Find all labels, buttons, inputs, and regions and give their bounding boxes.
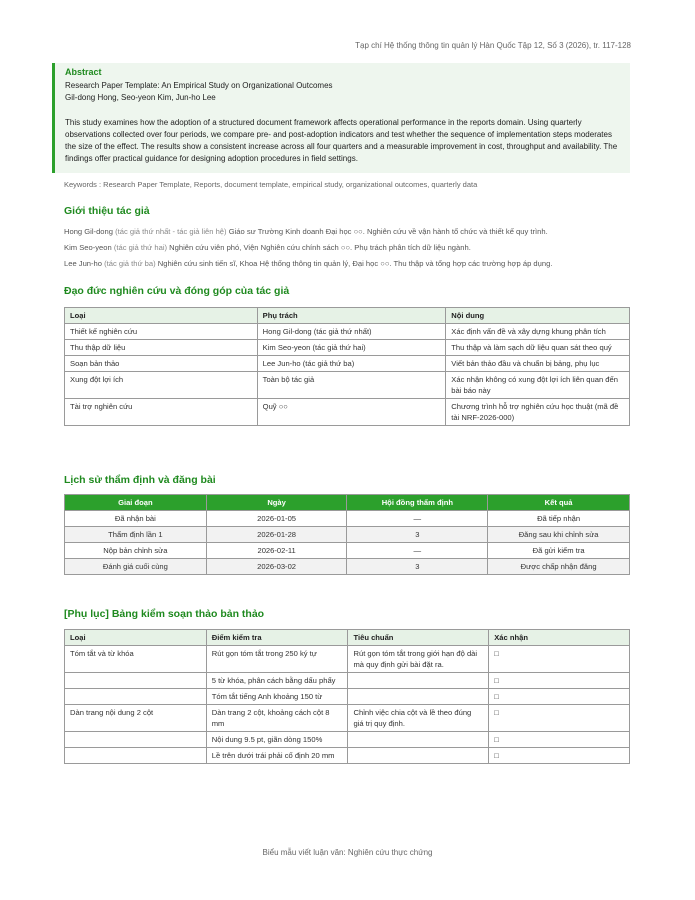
table-row: [65, 372, 630, 399]
table-cell: [348, 673, 489, 689]
column-header: Nội dung: [446, 308, 630, 324]
abstract-box: [52, 63, 630, 173]
table-cell: Thu thập dữ liệu: [65, 340, 258, 356]
authors-list: [64, 226, 639, 274]
history-section-title: Lịch sử thẩm định và đăng bài: [64, 474, 216, 486]
column-header: Loại: [65, 630, 207, 646]
manuscript-checklist-table: [64, 629, 630, 764]
paper-authors: Gil-dong Hong, Seo-yeon Kim, Jun-ho Lee: [65, 93, 216, 102]
column-header: Tiêu chuẩn: [348, 630, 489, 646]
page-footer: Biểu mẫu viết luận văn: Nghiên cứu thực chứng: [262, 848, 433, 857]
table-cell: [65, 732, 207, 748]
abstract-body: This study examines how the adoption of a structured document framework affects operational performance in the reports domain. Using quarterly observations collected over four periods, we compare pre- and post-adoption indicators and test whether the sequence of implementation steps moderates the size of the effect. The results show a consistent increase across all four quarters and a measurable improvement in cost, throughput and availability. The findings offer practical guidance for designing adoption procedures in field settings.: [65, 118, 618, 163]
table-row: [65, 689, 630, 705]
checklist-section-title: [Phụ lục] Bảng kiểm soạn thảo bản thảo: [64, 608, 265, 620]
table-cell: 2026-01-05: [206, 511, 347, 527]
table-cell: Nội dung 9.5 pt, giãn dòng 150%: [206, 732, 348, 748]
column-header: Loại: [65, 308, 258, 324]
author-item: [64, 258, 639, 274]
authors-section-title: Giới thiệu tác giả: [64, 205, 150, 217]
table-cell: Rút gọn tóm tắt trong giới hạn độ dài mà quy định gửi bài đặt ra.: [348, 646, 489, 673]
table-row: [65, 559, 630, 575]
keywords: Keywords : Research Paper Template, Reports, document template, empirical study, organizational outcomes, quarterly data: [64, 180, 478, 189]
author-desc: Nghiên cứu sinh tiến sĩ, Khoa Hệ thống thông tin quản lý, Đại học ○○. Thu thập và tổng hợp các trường hợp áp dụng.: [157, 259, 553, 268]
author-item: [64, 242, 639, 258]
checkbox[interactable]: □: [489, 732, 630, 748]
review-history-table: [64, 494, 630, 575]
table-cell: Quỹ ○○: [257, 399, 446, 426]
table-cell: Đánh giá cuối cùng: [65, 559, 207, 575]
table-cell: [65, 689, 207, 705]
table-row: [65, 543, 630, 559]
column-header: Giai đoạn: [65, 495, 207, 511]
table-cell: [65, 748, 207, 764]
table-header-row: [65, 630, 630, 646]
table-cell: Chương trình hỗ trợ nghiên cứu học thuật (mã đề tài NRF-2026-000): [446, 399, 630, 426]
table-cell: 2026-03-02: [206, 559, 347, 575]
author-name: Hong Gil-dong: [64, 227, 113, 236]
author-role: (tác giả thứ ba): [104, 259, 156, 268]
table-cell: Lề trên dưới trái phải cố định 20 mm: [206, 748, 348, 764]
table-cell: —: [347, 543, 488, 559]
author-role: (tác giả thứ nhất - tác giả liên hệ): [115, 227, 227, 236]
table-cell: 3: [347, 559, 488, 575]
table-cell: 2026-01-28: [206, 527, 347, 543]
table-row: [65, 732, 630, 748]
table-cell: Soạn bản thảo: [65, 356, 258, 372]
column-header: Xác nhận: [489, 630, 630, 646]
table-row: [65, 511, 630, 527]
table-cell: Thiết kế nghiên cứu: [65, 324, 258, 340]
table-cell: Dàn trang nội dung 2 cột: [65, 705, 207, 732]
table-row: [65, 673, 630, 689]
column-header: Ngày: [206, 495, 347, 511]
table-header-row: [65, 495, 630, 511]
column-header: Điểm kiểm tra: [206, 630, 348, 646]
table-row: [65, 705, 630, 732]
table-row: [65, 340, 630, 356]
journal-header: Tạp chí Hệ thống thông tin quản lý Hàn Quốc Tập 12, Số 3 (2026), tr. 117-128: [355, 41, 631, 50]
table-cell: 5 từ khóa, phân cách bằng dấu phẩy: [206, 673, 348, 689]
table-cell: [348, 748, 489, 764]
table-cell: 3: [347, 527, 488, 543]
table-cell: Đã nhận bài: [65, 511, 207, 527]
checkbox[interactable]: □: [489, 673, 630, 689]
table-row: [65, 324, 630, 340]
table-cell: Hong Gil-dong (tác giả thứ nhất): [257, 324, 446, 340]
table-cell: Dàn trang 2 cột, khoảng cách cột 8 mm: [206, 705, 348, 732]
table-cell: Tóm tắt tiếng Anh khoảng 150 từ: [206, 689, 348, 705]
table-row: [65, 356, 630, 372]
table-cell: [348, 689, 489, 705]
column-header: Kết quả: [488, 495, 630, 511]
table-cell: Lee Jun-ho (tác giả thứ ba): [257, 356, 446, 372]
table-row: [65, 527, 630, 543]
table-cell: Chỉnh việc chia cột và lề theo đúng giá trị quy định.: [348, 705, 489, 732]
checkbox[interactable]: □: [489, 689, 630, 705]
table-row: [65, 748, 630, 764]
table-cell: Viết bản thảo đầu và chuẩn bị bảng, phụ lục: [446, 356, 630, 372]
author-role: (tác giả thứ hai): [113, 243, 168, 252]
table-cell: Kim Seo-yeon (tác giả thứ hai): [257, 340, 446, 356]
table-cell: [65, 673, 207, 689]
author-name: Kim Seo-yeon: [64, 243, 112, 252]
table-cell: Xác nhận không có xung đột lợi ích liên quan đến bài báo này: [446, 372, 630, 399]
column-header: Phụ trách: [257, 308, 446, 324]
table-cell: Thu thập và làm sạch dữ liệu quan sát theo quý: [446, 340, 630, 356]
table-cell: Đã tiếp nhận: [488, 511, 630, 527]
author-item: [64, 226, 639, 242]
table-cell: Tài trợ nghiên cứu: [65, 399, 258, 426]
table-cell: Đã gửi kiểm tra: [488, 543, 630, 559]
table-cell: 2026-02-11: [206, 543, 347, 559]
table-cell: [348, 732, 489, 748]
table-cell: Thẩm định lần 1: [65, 527, 207, 543]
author-desc: Giáo sư Trường Kinh doanh Đại học ○○. Nghiên cứu về vận hành tổ chức và thiết kế quy trình.: [228, 227, 548, 236]
abstract-heading: Abstract: [65, 67, 102, 77]
table-cell: Xung đột lợi ích: [65, 372, 258, 399]
table-row: [65, 399, 630, 426]
column-header: Hội đồng thẩm định: [347, 495, 488, 511]
author-desc: Nghiên cứu viên phó, Viện Nghiên cứu chính sách ○○. Phụ trách phân tích dữ liệu ngành.: [169, 243, 471, 252]
ethics-section-title: Đạo đức nghiên cứu và đóng góp của tác giả: [64, 285, 290, 297]
table-row: [65, 646, 630, 673]
table-cell: Toàn bộ tác giả: [257, 372, 446, 399]
table-cell: Đăng sau khi chỉnh sửa: [488, 527, 630, 543]
author-name: Lee Jun-ho: [64, 259, 102, 268]
table-cell: Nộp bản chỉnh sửa: [65, 543, 207, 559]
table-cell: Được chấp nhận đăng: [488, 559, 630, 575]
table-cell: —: [347, 511, 488, 527]
table-cell: Rút gọn tóm tắt trong 250 ký tự: [206, 646, 348, 673]
table-header-row: [65, 308, 630, 324]
table-cell: Xác định vấn đề và xây dựng khung phân tích: [446, 324, 630, 340]
ethics-table: [64, 307, 630, 426]
checkbox[interactable]: □: [489, 705, 630, 732]
table-cell: Tóm tắt và từ khóa: [65, 646, 207, 673]
paper-title: Research Paper Template: An Empirical Study on Organizational Outcomes: [65, 81, 333, 90]
checkbox[interactable]: □: [489, 646, 630, 673]
checkbox[interactable]: □: [489, 748, 630, 764]
